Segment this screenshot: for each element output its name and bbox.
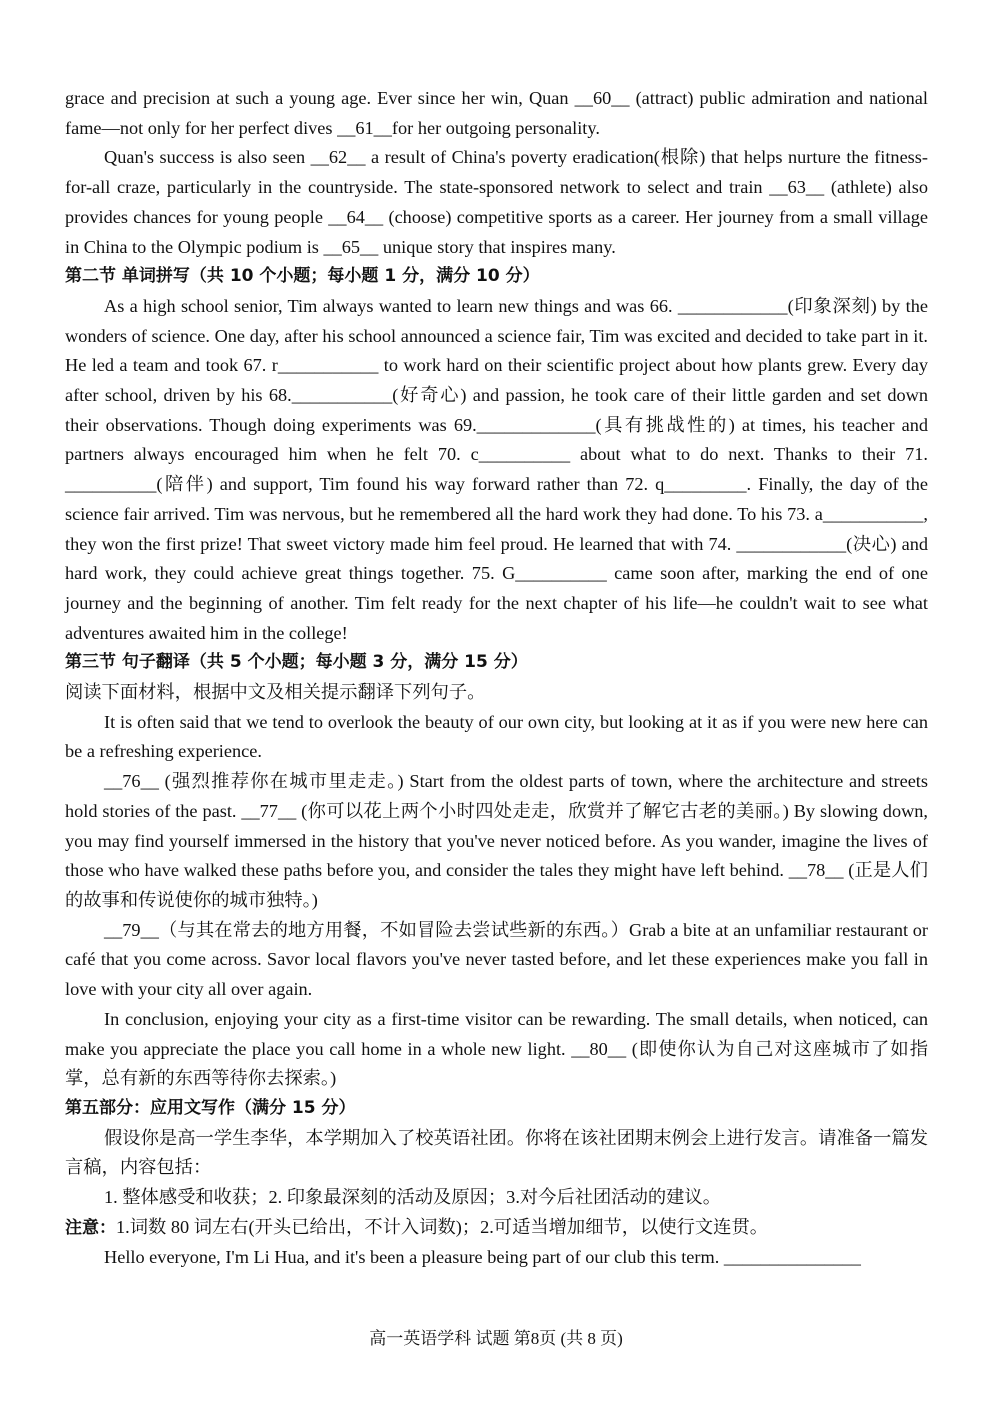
section-heading: 第三节 句子翻译（共 5 个小题；每小题 3 分，满分 15 分）	[65, 652, 528, 673]
section-instruction: 阅读下面材料，根据中文及相关提示翻译下列句子。	[65, 682, 486, 703]
page-content	[65, 84, 928, 1273]
passage-paragraph: As a high school senior, Tim always wanted to learn new things and was 66. ____________(印象深刻) by the wonders of science. One day, after his school announced a science fair, Tim was excited and decided to take part in it. He led a team and took 67. r___________ to work hard on their scientific project about how plants grew. Every day after school, driven by his 68.___________(好奇心) and passion, he took care of their little garden and set down their observations. Though doing experiments was 69._____________(具有挑战性的) at times, his teacher and partners always encouraged him when he felt 70. c__________ about what to do next. Thanks to their 71. __________(陪伴) and support, Tim found his way forward rather than 72. q_________. Finally, the day of the science fair arrived. Tim was nervous, but he remembered all the hard work they had done. To his 73. a___________, they won the first prize! That sweet victory made him feel proud. He learned that with 74. ____________(决心) and hard work, they could achieve great things together. 75. G__________ came soon after, marking the end of one journey and the beginning of another. Tim felt ready for the next chapter of his life—he couldn't wait to see what adventures awaited him in the college!	[65, 295, 928, 643]
passage-paragraph: Quan's success is also seen __62__ a result of China's poverty eradication(根除) that helps nurture the fitness-for-all craze, particularly in the countryside. The state-sponsored network to select and train __63__ (athlete) also provides chances for young people __64__ (choose) competitive sports as a career. Her journey from a small village in China to the Olympic podium is __65__ unique story that inspires many.	[65, 147, 928, 257]
passage-paragraph: __79__（与其在常去的地方用餐，不如冒险去尝试些新的东西。）Grab a bite at an unfamiliar restaurant or café that you come across. Savor local flavors you've never tasted before, and let these experiences make you fall in love with your city all over again.	[65, 919, 928, 1000]
writing-opening: Hello everyone, I'm Li Hua, and it's been a pleasure being part of our club this term. _______________	[104, 1247, 861, 1268]
page-footer: 高一英语学科 试题 第8页 (共 8 页)	[369, 1329, 623, 1348]
passage-paragraph: grace and precision at such a young age. Ever since her win, Quan __60__ (attract) public admiration and national fame—not only for her perfect dives __61__for her outgoing personality.	[65, 88, 928, 138]
passage-paragraph: __76__ (强烈推荐你在城市里走走。) Start from the oldest parts of town, where the architecture and streets hold stories of the past. __77__ (你可以花上两个小时四处走走，欣赏并了解它古老的美丽。) By slowing down, you may find yourself immersed in the history that you've never noticed before. As you wander, imagine the lives of those who have walked these paths before you, and consider the tales they might have left behind. __78__ (正是人们的故事和传说使你的城市独特。)	[65, 771, 928, 910]
note-text: 1.词数 80 词左右(开头已给出，不计入词数)；2.可适当增加细节，以使行文连贯。	[116, 1216, 769, 1237]
note-label: 注意：	[65, 1217, 116, 1238]
passage-paragraph: In conclusion, enjoying your city as a first-time visitor can be rewarding. The small details, when noticed, can make you appreciate the place you call home in a whole new light. __80__ (即使你认为自己对这座城市了如指掌，总有新的东西等待你去探索。)	[65, 1008, 928, 1089]
task-description: 假设你是高一学生李华，本学期加入了校英语社团。你将在该社团期末例会上进行发言。请准备一篇发言稿，内容包括：	[65, 1127, 928, 1178]
section-heading: 第二节 单词拼写（共 10 个小题；每小题 1 分，满分 10 分）	[65, 266, 540, 287]
passage-paragraph: It is often said that we tend to overlook the beauty of our own city, but looking at it as if you were new here can be a refreshing experience.	[65, 711, 928, 762]
note	[65, 1213, 928, 1244]
part-heading: 第五部分：应用文写作（满分 15 分）	[65, 1097, 356, 1118]
task-points: 1. 整体感受和收获；2. 印象最深刻的活动及原因；3.对今后社团活动的建议。	[104, 1187, 721, 1208]
